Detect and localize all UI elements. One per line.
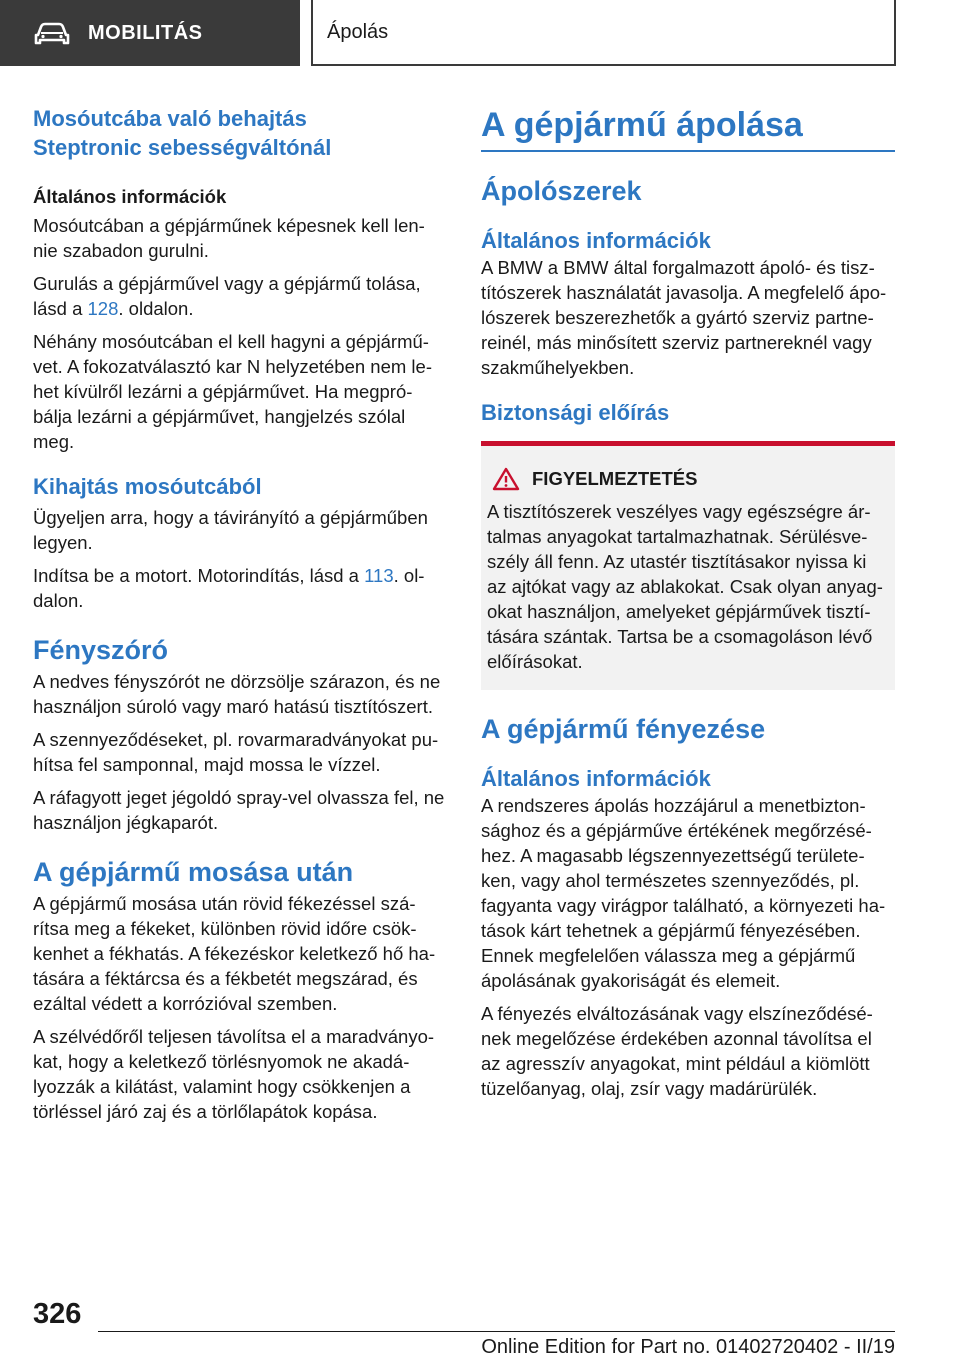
paragraph: A szélvédőről teljesen távolítsa el a maradványo-kat, hogy a keletkező törlésnyomok ne akadá-lyozzák a kilátást, valamint hogy csökkenjen a törléssel járó zaj és a törlőlapátok kopása. — [33, 1026, 435, 1122]
title-line-2: Steptronic sebességváltónál — [33, 135, 332, 160]
warning-triangle-icon — [492, 467, 520, 491]
right-column — [481, 104, 895, 1109]
text: . ol-dalon. — [33, 565, 425, 611]
section-title-paint: A gépjármű fényezése — [481, 714, 766, 744]
paragraph-with-link — [33, 563, 447, 613]
paragraph-with-link — [33, 271, 447, 321]
page-header — [0, 0, 960, 66]
section-title-drive-out: Kihajtás mosóutcából — [33, 474, 262, 499]
section-title-headlight: Fényszóró — [33, 635, 169, 665]
footer-divider — [98, 1331, 895, 1332]
text: . oldalon. — [118, 298, 194, 319]
paragraph: A nedves fényszórót ne dörzsölje szárazon, és ne használjon súroló vagy maró hatású tisztítószert. — [33, 671, 441, 717]
edition-text: Online Edition for Part no. 01402720402 - II/19 — [481, 1336, 895, 1358]
paragraph: A szennyeződéseket, pl. rovarmaradványokat pu-hítsa fel samponnal, majd mossa le vízzel. — [33, 729, 439, 775]
paragraph: A gépjármű mosása után rövid fékezéssel szá-rítsa meg a fékeket, különben rövid időre csök-kenhet a fékhatás. A fékezéskor keletkező hő ha-tására a féktárcsa és a fékbetét megszárad, és ezáltal védett a korrózióval szemben. — [33, 893, 436, 1014]
paragraph: A ráfagyott jeget jégoldó spray-vel olvassza fel, ne használjon jégkaparót. — [33, 787, 445, 833]
section-title-after-wash: A gépjármű mosása után — [33, 857, 354, 887]
title-line-1: Mosóutcába való behajtás — [33, 106, 307, 131]
subheading-general-info: Általános információk — [481, 228, 711, 253]
left-column — [33, 104, 447, 1132]
page-link-128[interactable]: 128 — [87, 298, 119, 319]
paragraph: Mosóutcában a gépjárműnek képesnek kell len-nie szabadon gurulni. — [33, 215, 425, 261]
main-title: A gépjármű ápolása — [481, 106, 803, 144]
section-tab[interactable] — [311, 0, 896, 66]
warning-title-row — [487, 466, 885, 491]
text: Indítsa be a motort. Motorindítás, lásd a — [33, 565, 365, 586]
car-icon — [34, 21, 70, 45]
subheading-safety: Biztonsági előírás — [481, 400, 670, 425]
paragraph: Ügyeljen arra, hogy a távirányító a gépjárműben legyen. — [33, 507, 428, 553]
section-label: Ápolás — [327, 20, 389, 43]
section-title-care-products: Ápolószerek — [481, 176, 642, 206]
subheading-general-info: Általános információk — [33, 186, 227, 207]
text: Gurulás a gépjárművel vagy a gépjármű tolása, lásd a — [33, 273, 421, 319]
paragraph: A fényezés elváltozásának vagy elszíneződésé-nek megelőzése érdekében azonnal távolítsa el az agresszív anyagokat, mint például a kiömlött tüzelőanyag, olaj, zsír vagy madárürülék. — [481, 1003, 873, 1099]
page-number: 326 — [33, 1298, 82, 1330]
chapter-tab[interactable] — [0, 0, 300, 66]
paragraph: A BMW a BMW által forgalmazott ápoló- és tisz-títószerek használatát javasolja. A megfelelő ápo-lószerek beszerezhetők a gyártó szerviz partne-reinél, más minősített szerviz partnereknél vagy szakműhelyekben. — [481, 257, 887, 378]
paragraph: A rendszeres ápolás hozzájárul a menetbizton-sághoz és a gépjárműve értékének megőrzésé-hez. A magasabb légszennyezettségű területe-ken, vagy ahol természetes szennyeződés, pl. fagyanta vagy virágpor található, a környezeti ha-tások kárt tehetnek a gépjármű fényezésében. Ennek megfelelően válassza meg a gépjármű ápolásának gyakoriságát és elemeit. — [481, 795, 886, 991]
warning-text: A tisztítószerek veszélyes vagy egészségre ár-talmas anyagokat tartalmazhatnak. Sérülésve-szély áll fenn. Az utastér tisztításakor nyissa ki az ajtókat vagy az ablakokat. Csak olyan anyag-okat használjon, amelyeket gépjárművek tisztí-tására szántak. Tartsa be a csomagoláson lévő előírásokat. — [487, 501, 883, 672]
subheading-general-info: Általános információk — [481, 766, 711, 791]
chapter-label: MOBILITÁS — [88, 21, 203, 44]
page-link-113[interactable]: 113 — [364, 565, 394, 586]
warning-title: FIGYELMEZTETÉS — [532, 468, 698, 489]
main-title-wrap — [481, 104, 895, 152]
warning-box — [481, 441, 895, 690]
section-title-car-wash — [33, 104, 447, 162]
paragraph: Néhány mosóutcában el kell hagyni a gépjármű-vet. A fokozatválasztó kar N helyzetében nem le-het kívülről lezárni a gépjárművet. Ha megpró-bálja lezárni a gépjárművet, hangjelzés szólal meg. — [33, 331, 432, 452]
